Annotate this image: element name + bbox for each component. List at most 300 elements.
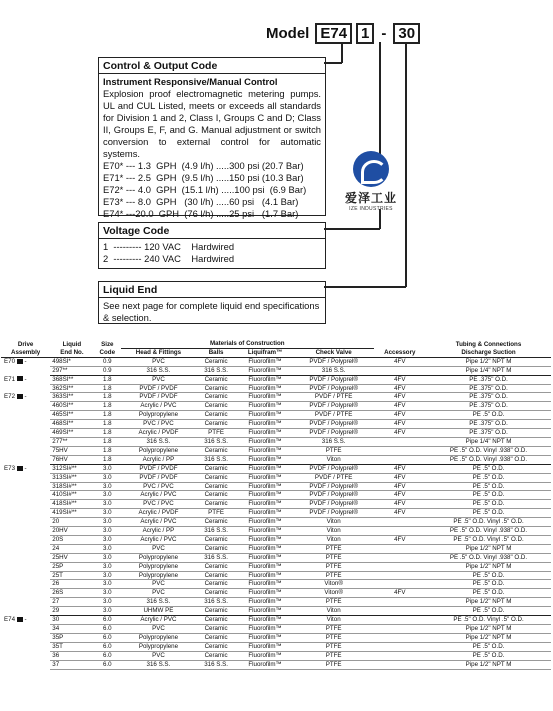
cell-size-code: 1.8 [94, 420, 122, 429]
cell-size-code: 3.0 [94, 571, 122, 580]
cell-tubing: PE .5" O.D. [426, 580, 551, 589]
cell-liquid-end-no: 418SI#** [50, 500, 93, 509]
cell-liquifram: Fluorofilm™ [236, 598, 293, 607]
cell-accessory: 4FV [374, 375, 427, 384]
cell-size-code: 3.0 [94, 509, 122, 518]
cell-liquid-end-no: 34 [50, 625, 93, 634]
table-row [1, 651, 551, 660]
col-header-accessory: Accessory [374, 348, 427, 357]
cell-drive-assembly [1, 589, 50, 598]
table-row [1, 642, 551, 651]
cell-balls: Ceramic [196, 642, 237, 651]
cell-accessory [374, 642, 427, 651]
cell-liquifram: Fluorofilm™ [236, 455, 293, 464]
cell-head-fittings: Acrylic / PVC [121, 616, 196, 625]
table-row [1, 544, 551, 553]
cell-accessory [374, 625, 427, 634]
cell-balls: 316 S.S. [196, 455, 237, 464]
cell-balls: Ceramic [196, 616, 237, 625]
cell-liquifram: Fluorofilm™ [236, 429, 293, 438]
cell-liquifram: Fluorofilm™ [236, 509, 293, 518]
cell-liquid-end-no: 30 [50, 616, 93, 625]
table-body [1, 357, 551, 669]
cell-balls: 316 S.S. [196, 598, 237, 607]
cell-tubing: Pipe 1/2" NPT M [426, 625, 551, 634]
cell-size-code: 3.0 [94, 500, 122, 509]
col-header-liquid: Liquid [62, 340, 82, 348]
cell-accessory [374, 660, 427, 669]
cell-tubing: PE .5" O.D. Vinyl .5" O.D. [426, 616, 551, 625]
table-row [1, 491, 551, 500]
cell-tubing: PE .5" O.D. [426, 589, 551, 598]
cell-accessory: 4FV [374, 464, 427, 473]
col-header-endno: End No. [50, 348, 93, 357]
cell-liquid-end-no: 26 [50, 580, 93, 589]
cell-liquifram: Fluorofilm™ [236, 642, 293, 651]
table-row [1, 598, 551, 607]
cell-check-valve: Viton® [294, 589, 374, 598]
cell-balls: Ceramic [196, 384, 237, 393]
cell-check-valve: Viton [294, 535, 374, 544]
cell-head-fittings: PVC [121, 580, 196, 589]
connector-line [379, 42, 381, 157]
cell-liquifram: Fluorofilm™ [236, 473, 293, 482]
cell-balls: Ceramic [196, 482, 237, 491]
cell-balls: Ceramic [196, 589, 237, 598]
cell-head-fittings: Polypropylene [121, 562, 196, 571]
cell-liquid-end-no: 318SI#** [50, 482, 93, 491]
control-output-title: Control & Output Code [99, 58, 325, 74]
cell-balls: Ceramic [196, 500, 237, 509]
cell-head-fittings: Polypropylene [121, 411, 196, 420]
cell-accessory: 4FV [374, 429, 427, 438]
cell-accessory [374, 607, 427, 616]
square-marker-icon [17, 617, 23, 622]
cell-accessory [374, 562, 427, 571]
cell-drive-assembly: E74 - [4, 616, 27, 624]
cell-check-valve: PTFE [294, 651, 374, 660]
cell-size-code: 3.0 [94, 580, 122, 589]
cell-balls: PTFE [196, 509, 237, 518]
table-row [1, 411, 551, 420]
cell-liquid-end-no: 469SI** [50, 429, 93, 438]
cell-drive-assembly [1, 473, 50, 482]
cell-balls: 316 S.S. [196, 437, 237, 446]
cell-drive-assembly [1, 437, 50, 446]
cell-balls: Ceramic [196, 580, 237, 589]
cell-accessory: 4FV [374, 420, 427, 429]
cell-check-valve: PTFE [294, 562, 374, 571]
cell-liquifram: Fluorofilm™ [236, 535, 293, 544]
cell-tubing: Pipe 1/2" NPT M [426, 633, 551, 642]
table-row [1, 375, 551, 384]
cell-balls: Ceramic [196, 535, 237, 544]
connector-line [341, 42, 343, 63]
cell-size-code: 1.8 [94, 437, 122, 446]
cell-accessory [374, 651, 427, 660]
table-row [1, 625, 551, 634]
cell-check-valve: PTFE [294, 553, 374, 562]
cell-head-fittings: Polypropylene [121, 446, 196, 455]
table-row [1, 571, 551, 580]
col-header-check-valve: Check Valve [294, 348, 374, 357]
cell-drive-assembly [1, 544, 50, 553]
cell-accessory [374, 544, 427, 553]
cell-head-fittings: Acrylic / PVC [121, 518, 196, 527]
cell-drive-assembly [1, 420, 50, 429]
cell-accessory [374, 527, 427, 536]
cell-size-code: 1.8 [94, 429, 122, 438]
cell-liquifram: Fluorofilm™ [236, 616, 293, 625]
table-row [1, 518, 551, 527]
cell-size-code: 1.8 [94, 384, 122, 393]
cell-liquid-end-no: 26S [50, 589, 93, 598]
cell-check-valve: PVDF / Polyprel® [294, 509, 374, 518]
cell-drive-assembly [1, 429, 50, 438]
cell-balls: Ceramic [196, 411, 237, 420]
table-row [1, 607, 551, 616]
cell-check-valve: 316 S.S. [294, 437, 374, 446]
cell-liquifram: Fluorofilm™ [236, 589, 293, 598]
cell-balls: Ceramic [196, 446, 237, 455]
cell-liquid-end-no: 25P [50, 562, 93, 571]
table-row [1, 535, 551, 544]
cell-head-fittings: 316 S.S. [121, 660, 196, 669]
connector-line [324, 62, 342, 64]
cell-liquid-end-no: 25HV [50, 553, 93, 562]
model-output-row: E70* --- 1.3 GPH (4.9 l/h) .....300 psi (20.7 Bar) [103, 160, 304, 171]
table-row [1, 464, 551, 473]
cell-liquid-end-no: 20 [50, 518, 93, 527]
drive-assembly-label: E70 [4, 358, 16, 366]
table-row [1, 402, 551, 411]
cell-head-fittings: PVC / PVC [121, 500, 196, 509]
cell-drive-assembly [1, 651, 50, 660]
cell-liquifram: Fluorofilm™ [236, 607, 293, 616]
cell-drive-assembly [1, 455, 50, 464]
cell-liquifram: Fluorofilm™ [236, 651, 293, 660]
cell-accessory [374, 437, 427, 446]
cell-head-fittings: Polypropylene [121, 633, 196, 642]
cell-head-fittings: Polypropylene [121, 553, 196, 562]
cell-balls: Ceramic [196, 562, 237, 571]
model-output-row: E72* --- 4.0 GPH (15.1 l/h) .....100 psi (6.9 Bar) [103, 184, 307, 195]
col-header-balls: Balls [196, 348, 237, 357]
cell-drive-assembly [1, 518, 50, 527]
cell-liquifram: Fluorofilm™ [236, 500, 293, 509]
table-row [1, 437, 551, 446]
cell-drive-assembly: E71 - [4, 375, 27, 383]
table-row [1, 357, 551, 366]
model-code [266, 23, 420, 44]
cell-liquifram: Fluorofilm™ [236, 366, 293, 375]
cell-tubing: Pipe 1/4" NPT M [426, 437, 551, 446]
model-dash: - [381, 25, 387, 42]
cell-check-valve: PTFE [294, 633, 374, 642]
cell-size-code: 1.8 [94, 446, 122, 455]
cell-tubing: PE .5" O.D. Vinyl .938" O.D. [426, 527, 551, 536]
cell-head-fittings: UHMW PE [121, 607, 196, 616]
model-liquid-end-code: 30 [393, 23, 420, 44]
cell-drive-assembly [1, 580, 50, 589]
cell-balls: Ceramic [196, 491, 237, 500]
cell-head-fittings: Polypropylene [121, 571, 196, 580]
cell-size-code: 3.0 [94, 607, 122, 616]
cell-size-code: 3.0 [94, 518, 122, 527]
cell-size-code: 0.9 [94, 357, 122, 366]
cell-accessory: 4FV [374, 357, 427, 366]
control-output-code-box [98, 57, 326, 219]
liquid-end-spec-table [1, 340, 551, 670]
cell-head-fittings: Acrylic / PVDF [121, 509, 196, 518]
cell-check-valve: PTFE [294, 625, 374, 634]
cell-size-code: 3.0 [94, 535, 122, 544]
cell-size-code: 3.0 [94, 464, 122, 473]
table-row [1, 660, 551, 669]
liquid-end-description: See next page for complete liquid end specifications & selection. [103, 300, 320, 323]
cell-drive-assembly [1, 527, 50, 536]
cell-accessory: 4FV [374, 500, 427, 509]
cell-size-code: 3.0 [94, 491, 122, 500]
cell-balls: Ceramic [196, 420, 237, 429]
cell-head-fittings: Acrylic / PVC [121, 491, 196, 500]
cell-liquid-end-no: 29 [50, 607, 93, 616]
cell-size-code: 0.9 [94, 366, 122, 375]
cell-liquifram: Fluorofilm™ [236, 402, 293, 411]
table-row [1, 482, 551, 491]
cell-liquifram: Fluorofilm™ [236, 518, 293, 527]
cell-head-fittings: PVDF / PVDF [121, 393, 196, 402]
square-marker-icon [17, 394, 23, 399]
cell-drive-assembly [1, 553, 50, 562]
cell-size-code: 3.0 [94, 482, 122, 491]
cell-drive-assembly [1, 446, 50, 455]
cell-size-code: 3.0 [94, 527, 122, 536]
cell-check-valve: PVDF / Polyprel® [294, 420, 374, 429]
cell-liquid-end-no: 36 [50, 651, 93, 660]
cell-accessory: 4FV [374, 535, 427, 544]
cell-tubing: PE .5" O.D. [426, 571, 551, 580]
cell-accessory: 4FV [374, 393, 427, 402]
cell-check-valve: 316 S.S. [294, 366, 374, 375]
cell-tubing: Pipe 1/2" NPT M [426, 660, 551, 669]
cell-check-valve: PVDF / Polyprel® [294, 384, 374, 393]
table-row [1, 455, 551, 464]
table-row [1, 384, 551, 393]
cell-tubing: PE .375" O.D. [426, 429, 551, 438]
cell-balls: Ceramic [196, 633, 237, 642]
cell-liquifram: Fluorofilm™ [236, 580, 293, 589]
table-row [1, 580, 551, 589]
cell-drive-assembly [1, 562, 50, 571]
cell-liquifram: Fluorofilm™ [236, 393, 293, 402]
cell-tubing: PE .375" O.D. [426, 375, 551, 384]
cell-check-valve: Viton® [294, 580, 374, 589]
cell-balls: Ceramic [196, 393, 237, 402]
cell-tubing: Pipe 1/2" NPT M [426, 544, 551, 553]
cell-check-valve: PVDF / PTFE [294, 411, 374, 420]
cell-size-code: 1.8 [94, 411, 122, 420]
control-description: Explosion proof electromagnetic metering pumps. UL and CUL Listed, meets or exceeds all standards for Division 1 and 2, Class I, Groups C and D; Class II, Groups E, F, and G. Manual adjustment or switch conversion to external control for automatic systems. [103, 88, 321, 159]
cell-check-valve: PTFE [294, 660, 374, 669]
cell-check-valve: PVDF / Polyprel® [294, 464, 374, 473]
cell-accessory [374, 598, 427, 607]
model-drive-code: E74 [315, 23, 352, 44]
square-marker-icon [17, 359, 23, 364]
drive-assembly-label: E73 [4, 464, 16, 472]
cell-size-code: 1.8 [94, 375, 122, 384]
cell-tubing: PE .5" O.D. [426, 411, 551, 420]
cell-head-fittings: PVC [121, 589, 196, 598]
cell-balls: Ceramic [196, 464, 237, 473]
cell-accessory [374, 366, 427, 375]
cell-check-valve: Viton [294, 527, 374, 536]
cell-drive-assembly [1, 384, 50, 393]
cell-drive-assembly [1, 571, 50, 580]
cell-head-fittings: PVC / PVC [121, 482, 196, 491]
cell-liquifram: Fluorofilm™ [236, 357, 293, 366]
table-row [1, 633, 551, 642]
cell-check-valve: PVDF / Polyprel® [294, 482, 374, 491]
cell-accessory [374, 616, 427, 625]
cell-head-fittings: Acrylic / PVC [121, 402, 196, 411]
cell-liquifram: Fluorofilm™ [236, 660, 293, 669]
cell-head-fittings: 316 S.S. [121, 366, 196, 375]
col-header-liquifram: Liquifram™ [236, 348, 293, 357]
cell-drive-assembly [1, 607, 50, 616]
cell-tubing: PE .5" O.D. [426, 651, 551, 660]
cell-drive-assembly [1, 535, 50, 544]
cell-check-valve: PTFE [294, 544, 374, 553]
cell-liquid-end-no: 312SI#** [50, 464, 93, 473]
square-marker-icon [17, 376, 23, 381]
table-row [1, 616, 551, 625]
cell-balls: Ceramic [196, 473, 237, 482]
cell-tubing: PE .375" O.D. [426, 402, 551, 411]
voltage-row: 1 --------- 120 VAC Hardwired [103, 241, 235, 252]
cell-liquid-end-no: 277** [50, 437, 93, 446]
cell-tubing: Pipe 1/2" NPT M [426, 562, 551, 571]
cell-check-valve: Viton [294, 455, 374, 464]
table-row [1, 500, 551, 509]
cell-size-code: 3.0 [94, 473, 122, 482]
cell-accessory [374, 571, 427, 580]
cell-liquid-end-no: 362SI** [50, 384, 93, 393]
cell-size-code: 3.0 [94, 598, 122, 607]
cell-check-valve: PVDF / PTFE [294, 393, 374, 402]
cell-liquifram: Fluorofilm™ [236, 446, 293, 455]
cell-tubing: PE .5" O.D. Vinyl .938" O.D. [426, 553, 551, 562]
liquid-end-title: Liquid End [99, 282, 325, 298]
drive-assembly-label: E72 [4, 393, 16, 401]
cell-size-code: 3.0 [94, 553, 122, 562]
voltage-row: 2 --------- 240 VAC Hardwired [103, 253, 235, 264]
cell-drive-assembly [1, 366, 50, 375]
cell-accessory [374, 633, 427, 642]
cell-liquid-end-no: 37 [50, 660, 93, 669]
table-row [1, 553, 551, 562]
cell-head-fittings: PVC [121, 544, 196, 553]
cell-check-valve: PTFE [294, 446, 374, 455]
table-row [1, 589, 551, 598]
cell-drive-assembly: E70 - [4, 358, 27, 366]
cell-tubing: PE .5" O.D. Vinyl .5" O.D. [426, 535, 551, 544]
cell-head-fittings: Acrylic / PVC [121, 535, 196, 544]
cell-liquid-end-no: 297** [50, 366, 93, 375]
cell-tubing: PE .375" O.D. [426, 384, 551, 393]
cell-balls: PTFE [196, 429, 237, 438]
col-header-size: Size [101, 340, 114, 348]
col-header-code: Code [94, 348, 122, 357]
cell-liquid-end-no: 27 [50, 598, 93, 607]
cell-balls: Ceramic [196, 375, 237, 384]
cell-size-code: 3.0 [94, 589, 122, 598]
cell-drive-assembly [1, 509, 50, 518]
cell-head-fittings: PVC [121, 357, 196, 366]
cell-head-fittings: PVC [121, 625, 196, 634]
cell-head-fittings: PVDF / PVDF [121, 464, 196, 473]
control-subtitle: Instrument Responsive/Manual Control [103, 76, 278, 87]
model-output-row: E73* --- 8.0 GPH (30 l/h) .....60 psi (4.1 Bar) [103, 196, 299, 207]
cell-accessory: 4FV [374, 589, 427, 598]
cell-liquid-end-no: 368SI** [50, 375, 93, 384]
cell-check-valve: PTFE [294, 642, 374, 651]
cell-liquid-end-no: 76HV [50, 455, 93, 464]
cell-drive-assembly [1, 598, 50, 607]
cell-accessory: 4FV [374, 402, 427, 411]
table-row [1, 527, 551, 536]
cell-balls: 316 S.S. [196, 366, 237, 375]
connector-line [379, 209, 381, 229]
cell-size-code: 3.0 [94, 544, 122, 553]
cell-head-fittings: 316 S.S. [121, 437, 196, 446]
cell-drive-assembly: E73 - [4, 464, 27, 472]
cell-check-valve: PVDF / Polyprel® [294, 375, 374, 384]
cell-tubing: PE .375" O.D. [426, 393, 551, 402]
cell-liquifram: Fluorofilm™ [236, 375, 293, 384]
table-row [1, 509, 551, 518]
cell-balls: Ceramic [196, 571, 237, 580]
cell-balls: 316 S.S. [196, 527, 237, 536]
cell-liquid-end-no: 75HV [50, 446, 93, 455]
cell-head-fittings: PVC [121, 375, 196, 384]
cell-balls: Ceramic [196, 625, 237, 634]
cell-check-valve: PTFE [294, 598, 374, 607]
cell-accessory: 4FV [374, 384, 427, 393]
cell-tubing: PE .5" O.D. Vinyl .5" O.D. [426, 518, 551, 527]
col-header-head-fittings: Head & Fittings [121, 348, 196, 357]
cell-liquifram: Fluorofilm™ [236, 562, 293, 571]
cell-drive-assembly: E72 - [4, 393, 27, 401]
cell-tubing: Pipe 1/2" NPT M [426, 357, 551, 366]
cell-size-code: 6.0 [94, 660, 122, 669]
cell-drive-assembly [1, 633, 50, 642]
cell-liquifram: Fluorofilm™ [236, 553, 293, 562]
square-marker-icon [17, 466, 23, 471]
cell-accessory: 4FV [374, 491, 427, 500]
cell-size-code: 6.0 [94, 633, 122, 642]
model-label: Model [266, 25, 310, 42]
cell-tubing: PE .5" O.D. [426, 500, 551, 509]
cell-accessory [374, 580, 427, 589]
table-row [1, 446, 551, 455]
cell-liquid-end-no: 20HV [50, 527, 93, 536]
cell-balls: Ceramic [196, 402, 237, 411]
cell-liquid-end-no: 35T [50, 642, 93, 651]
cell-check-valve: PVDF / Polyprel® [294, 491, 374, 500]
model-output-row: E74* ---20.0 GPH (76 l/h) .....25 psi (1.7 Bar) [103, 208, 299, 219]
cell-check-valve: PVDF / Polyprel® [294, 429, 374, 438]
